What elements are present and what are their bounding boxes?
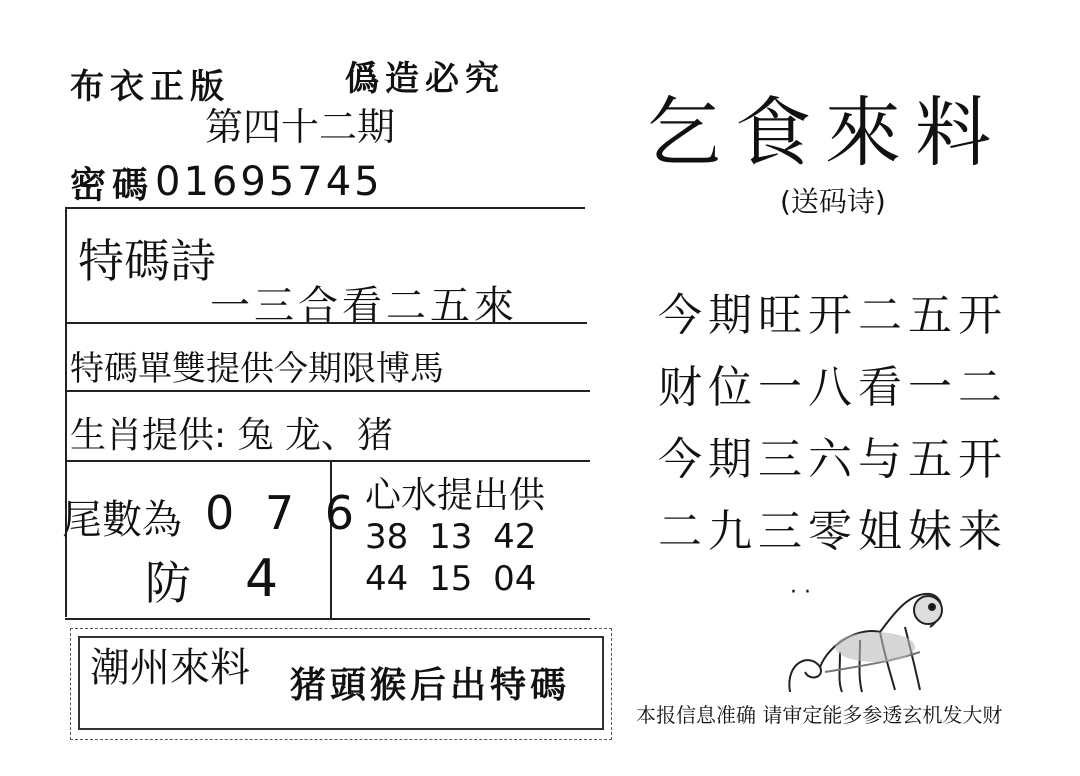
divider [65, 460, 590, 462]
tail-label: 尾數為 [62, 497, 182, 543]
poem-line-3: 今期三六与五开 [658, 434, 1008, 485]
decorative-dots: · · [790, 580, 811, 605]
heart-numbers-row1: 38 13 42 [365, 517, 537, 557]
password-label: 密碼 [70, 165, 155, 206]
poem-line-1: 今期旺开二五开 [658, 290, 1008, 341]
divider [65, 618, 590, 620]
heart-title: 心水提出供 [365, 475, 546, 516]
guard-label: 防 [145, 556, 191, 610]
footer-hint: 猪頭猴后出特碼 [290, 665, 571, 706]
tagline: 本报信息准确 请审定能多参透玄机发大财 [636, 703, 1003, 727]
poem-title: 特碼詩 [78, 234, 216, 288]
header-brand: 布衣正版 [70, 67, 230, 107]
tail-value: 0 7 6 [205, 486, 363, 540]
header-warning: 僞造必究 [345, 59, 505, 99]
right-title: 乞食來料 [645, 88, 1005, 177]
right-poem [658, 280, 1008, 568]
divider [65, 390, 590, 392]
monkey-illustration [780, 572, 950, 702]
oddeven-text: 特碼單雙提供今期限博馬 [70, 349, 444, 389]
zodiac-text: 生肖提供: 兔 龙、猪 [70, 415, 394, 456]
guard-value: 4 [245, 549, 279, 609]
right-subtitle: (送码诗) [780, 185, 886, 218]
divider [65, 207, 67, 617]
divider [65, 322, 587, 324]
footer-source: 潮州來料 [90, 645, 250, 691]
poem-line-4: 二九三零姐妹来 [658, 506, 1008, 557]
poem-line: 一三合看二五來 [210, 283, 518, 329]
divider [65, 207, 585, 209]
heart-numbers-row2: 44 15 04 [365, 559, 537, 599]
poem-line-2: 财位一八看一二 [658, 362, 1008, 413]
password-value: 01695745 [155, 159, 383, 205]
issue-number: 第四十二期 [205, 105, 396, 149]
